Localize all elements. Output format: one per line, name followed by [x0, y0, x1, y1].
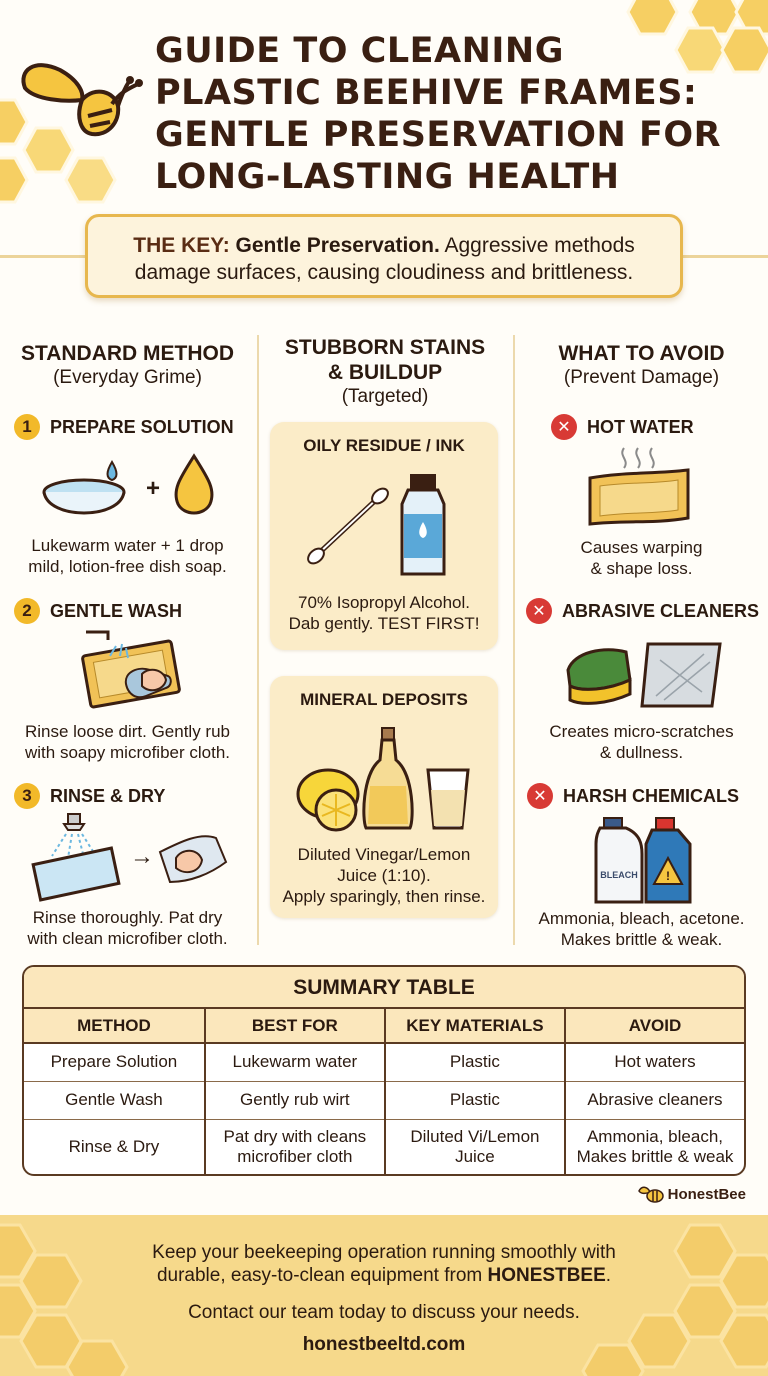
- footer-line-1: Keep your beekeeping operation running smoothly with: [152, 1242, 616, 1263]
- avoid-description: Causes warping & shape loss.: [580, 538, 703, 578]
- table-cell: Prepare Solution: [24, 1043, 205, 1081]
- column-header: AVOID: [565, 1009, 744, 1043]
- step-3-description: Rinse thoroughly. Pat dry with clean microfiber cloth.: [27, 908, 228, 948]
- step-2-description: Rinse loose dirt. Gently rub with soapy microfiber cloth.: [24, 722, 231, 762]
- x-icon: ✕: [551, 414, 577, 440]
- stubborn-title-line1: STUBBORN STAINS: [284, 336, 486, 359]
- arrow: →: [130, 843, 154, 870]
- stubborn-stains-column: [259, 335, 511, 408]
- stubborn-subtitle: (Targeted): [341, 386, 429, 407]
- brand-mark: [636, 1183, 746, 1205]
- avoid-title: ABRASIVE CLEANERS: [562, 600, 760, 621]
- avoid-description: Creates micro-scratches & dullness.: [549, 722, 734, 762]
- table-header-row: [24, 1009, 744, 1043]
- step-1-description: Lukewarm water + 1 drop mild, lotion-free dish soap.: [28, 536, 227, 576]
- avoid-title: HARSH CHEMICALS: [563, 785, 740, 806]
- oily-residue-card: [270, 422, 498, 650]
- step-number: 3: [14, 783, 40, 809]
- bleach-label: BLEACH: [600, 870, 638, 880]
- step-1-heading: [14, 414, 234, 440]
- column-divider: [257, 335, 259, 945]
- avoid-harsh-chemicals-heading: [527, 783, 739, 809]
- table-cell: Abrasive cleaners: [565, 1081, 744, 1119]
- avoid-hot-water-heading: [551, 414, 694, 440]
- page-title: GUIDE TO CLEANING PLASTIC BEEHIVE FRAMES: GENTLE PRESERVATION FOR LONG-LASTING HEALTH: [155, 31, 722, 197]
- bowl-and-drop-icon: [36, 450, 226, 530]
- chemical-bottles-icon: [590, 814, 700, 906]
- table-row: [24, 1081, 744, 1119]
- table-row: [24, 1043, 744, 1081]
- table-cell: Ammonia, bleach, Makes brittle & weak: [576, 1126, 734, 1166]
- stubborn-title-line2: & BUILDUP: [327, 361, 443, 384]
- warning-mark: !: [666, 869, 670, 883]
- bee-icon: [636, 1183, 664, 1205]
- card-title: MINERAL DEPOSITS: [300, 690, 468, 709]
- x-icon: ✕: [527, 783, 553, 809]
- table-cell: Gentle Wash: [24, 1081, 205, 1119]
- footer-line-3: Contact our team today to discuss your needs.: [188, 1302, 580, 1323]
- card-description: 70% Isopropyl Alcohol. Dab gently. TEST FIRST!: [288, 593, 480, 633]
- key-callout: THE KEY: Gentle Preservation. Aggressive methods damage surfaces, causing cloudiness and brittleness.: [85, 214, 683, 298]
- table-cell: Plastic: [385, 1043, 565, 1081]
- footer: [0, 1215, 768, 1376]
- step-number: 2: [14, 598, 40, 624]
- column-header: METHOD: [24, 1009, 205, 1043]
- card-description: Diluted Vinegar/Lemon Juice (1:10). Apply sparingly, then rinse.: [282, 845, 486, 906]
- footer-line-2: durable, easy-to-clean equipment from HONESTBEE.: [156, 1265, 612, 1286]
- step-3-heading: [14, 783, 165, 809]
- bee-icon: [0, 30, 150, 160]
- brand-name: HonestBee: [667, 1185, 746, 1203]
- summary-table: [22, 965, 746, 1176]
- avoid-abrasive-heading: [526, 598, 759, 624]
- table-cell: Hot waters: [565, 1043, 744, 1081]
- table-cell: Rinse & Dry: [24, 1119, 205, 1174]
- avoid-description: Ammonia, bleach, acetone. Makes brittle & weak.: [538, 909, 745, 949]
- card-title: OILY RESIDUE / INK: [303, 436, 465, 455]
- hot-frame-icon: [584, 444, 694, 530]
- lemon-vinegar-glass-icon: [292, 724, 482, 834]
- table-cell: Pat dry with cleans microfiber cloth: [205, 1119, 385, 1174]
- mineral-deposits-card: [270, 676, 498, 918]
- table-cell: Diluted Vi/Lemon Juice: [385, 1119, 565, 1174]
- what-to-avoid-column: [515, 341, 768, 389]
- column-header: KEY MATERIALS: [385, 1009, 565, 1043]
- step-title: GENTLE WASH: [50, 600, 183, 621]
- standard-method-column: [0, 341, 255, 389]
- table-cell: Plastic: [385, 1081, 565, 1119]
- table-cell: Lukewarm water: [205, 1043, 385, 1081]
- standard-method-title: STANDARD METHOD: [20, 342, 235, 365]
- sponge-and-scratched-pad-icon: [564, 640, 724, 714]
- standard-method-subtitle: (Everyday Grime): [53, 367, 202, 388]
- summary-table-title: SUMMARY TABLE: [24, 967, 744, 1009]
- step-title: RINSE & DRY: [50, 785, 166, 806]
- avoid-title: HOT WATER: [587, 416, 694, 437]
- plus-sign: +: [145, 475, 160, 502]
- washing-frame-icon: [76, 626, 186, 716]
- column-header: BEST FOR: [205, 1009, 385, 1043]
- step-number: 1: [14, 414, 40, 440]
- avoid-title: WHAT TO AVOID: [558, 342, 725, 365]
- step-title: PREPARE SOLUTION: [50, 416, 234, 437]
- column-divider: [513, 335, 515, 945]
- step-2-heading: [14, 598, 182, 624]
- website-link[interactable]: honestbeeltd.com: [302, 1334, 466, 1355]
- table-row: [24, 1119, 744, 1174]
- table-cell: Gently rub wirt: [205, 1081, 385, 1119]
- avoid-subtitle: (Prevent Damage): [563, 367, 720, 388]
- x-icon: ✕: [526, 598, 552, 624]
- swab-and-alcohol-bottle-icon: [304, 470, 464, 582]
